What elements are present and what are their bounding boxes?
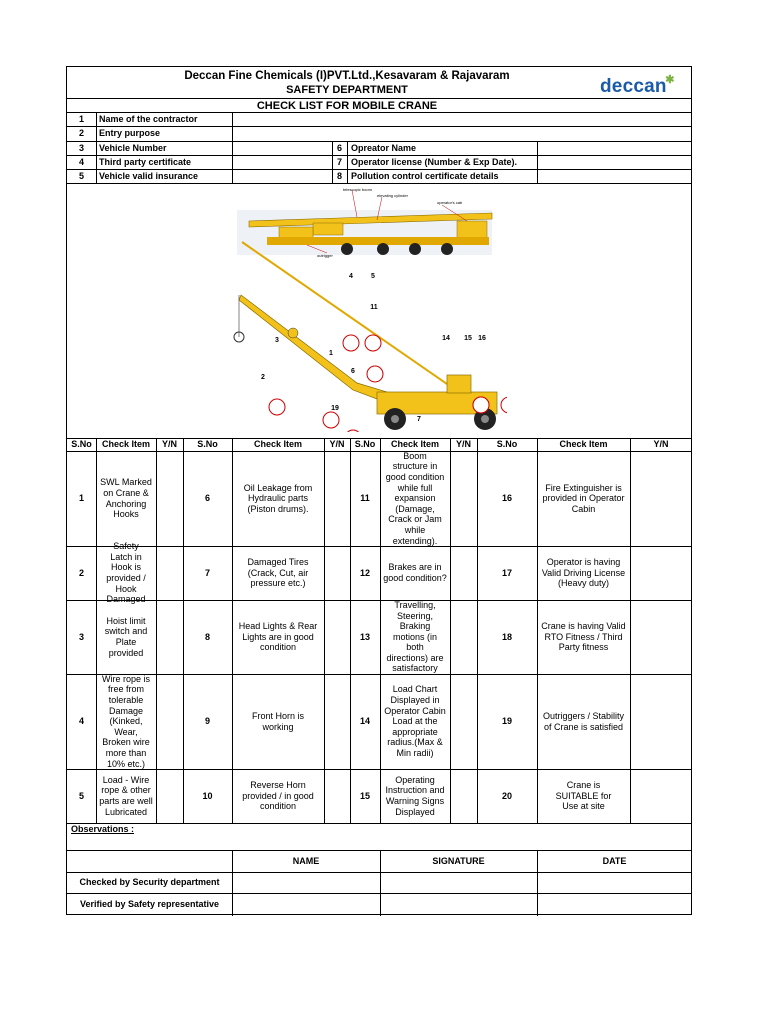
- row1-item-c: Boom structure in good condition while full expansion (Damage, Crack or Jam while extending).: [385, 450, 445, 546]
- department-name: SAFETY DEPARTMENT: [286, 84, 408, 96]
- row2-yn-a[interactable]: [156, 546, 183, 600]
- row1-yn-a[interactable]: [156, 451, 183, 546]
- row5-item-c: Operating Instruction and Warning Signs Displayed: [385, 774, 445, 817]
- checklist-sheet: [66, 66, 692, 915]
- label-operators-cab: operator's cab: [437, 200, 463, 205]
- logo-star-icon: ✱: [665, 74, 675, 86]
- signoff-header-name: NAME: [292, 855, 320, 866]
- row4-no-b: 9: [204, 716, 210, 727]
- row3-yn-b[interactable]: [324, 600, 350, 674]
- marker-19: 19: [331, 405, 339, 412]
- form-title: CHECK LIST FOR MOBILE CRANE: [256, 100, 438, 112]
- row1-yn-b[interactable]: [324, 451, 350, 546]
- row5-yn-c[interactable]: [450, 769, 477, 823]
- signoff-row-safety: Verified by Safety representative: [79, 898, 220, 909]
- signoff-header-date: DATE: [602, 855, 627, 866]
- th-item-4: Check Item: [559, 439, 608, 450]
- row2-item-a: Safety Latch in Hook is provided / Hook Damaged: [106, 541, 146, 605]
- row4-no-d: 19: [501, 716, 512, 727]
- row4-item-c: Load Chart Displayed in Operator Cabin Load at the appropriate radius.(Max & Min radii): [384, 684, 446, 758]
- info-no-6: 6: [336, 143, 342, 153]
- company-name: Deccan Fine Chemicals (I)PVT.Ltd.,Kesavaram & Rajavaram: [184, 70, 510, 82]
- row3-no-a: 3: [78, 631, 84, 642]
- row1-no-d: 16: [501, 493, 512, 504]
- marker-14: 14: [442, 335, 450, 342]
- row4-yn-d[interactable]: [630, 674, 692, 769]
- label-outrigger: outrigger: [317, 253, 333, 258]
- row1-yn-c[interactable]: [450, 451, 477, 546]
- info-no-2: 2: [78, 128, 84, 138]
- row3-item-c: Travelling, Steering, Braking motions (in both directions) are satisfactory: [386, 599, 444, 674]
- logo-text: deccan: [600, 76, 667, 97]
- row1-yn-d[interactable]: [630, 451, 692, 546]
- row1-no-c: 11: [360, 493, 370, 504]
- row1-item-b: Oil Leakage from Hydraulic parts (Piston drums).: [243, 482, 313, 514]
- row2-no-d: 17: [501, 567, 512, 578]
- info-label-pollution: Pollution control certificate details: [351, 171, 499, 181]
- marker-5: 5: [371, 273, 375, 280]
- marker-2: 2: [261, 374, 265, 381]
- info-label-operator-license: Operator license (Number & Exp Date).: [351, 157, 518, 167]
- row3-item-a: Hoist limit switch and Plate provided: [104, 615, 148, 658]
- marker-1: 1: [329, 350, 333, 357]
- th-sno-1: S.No: [71, 439, 92, 450]
- safety-name-field[interactable]: [232, 893, 380, 915]
- row5-item-a: Load - Wire rope & other parts are well Lubricated: [99, 774, 153, 817]
- row1-item-a: SWL Marked on Crane & Anchoring Hooks: [100, 477, 152, 520]
- label-telescopic-boom: telescopic boom: [343, 187, 372, 192]
- row3-item-d: Crane is having Valid RTO Fitness / Third Party fitness: [541, 621, 626, 653]
- row4-item-b: Front Horn is working: [251, 710, 304, 732]
- row4-yn-a[interactable]: [156, 674, 183, 769]
- row4-no-c: 14: [359, 716, 370, 727]
- signoff-header-signature: SIGNATURE: [432, 855, 485, 866]
- info-no-8: 8: [336, 171, 342, 181]
- th-yn-4: Y/N: [653, 439, 669, 450]
- row1-no-b: 6: [204, 493, 210, 504]
- info-no-4: 4: [78, 157, 84, 167]
- security-signature-field[interactable]: [380, 872, 537, 893]
- marker-7: 7: [417, 416, 421, 423]
- th-sno-4: S.No: [496, 439, 518, 450]
- row3-yn-d[interactable]: [630, 600, 692, 674]
- th-yn-3: Y/N: [455, 439, 471, 450]
- row5-no-c: 15: [359, 790, 370, 801]
- marker-3: 3: [275, 337, 279, 344]
- marker-16: 16: [478, 335, 486, 342]
- row2-no-c: 12: [359, 567, 370, 578]
- row1-item-d: Fire Extinguisher is provided in Operator Cabin: [542, 482, 625, 514]
- row4-no-a: 4: [78, 716, 84, 727]
- info-no-5: 5: [78, 171, 84, 181]
- row4-yn-b[interactable]: [324, 674, 350, 769]
- info-no-1: 1: [78, 114, 84, 124]
- row2-item-c: Brakes are in good condition?: [383, 562, 447, 583]
- row5-yn-a[interactable]: [156, 769, 183, 823]
- row5-item-d: Crane is SUITABLE for Use at site: [555, 780, 612, 812]
- info-label-entry-purpose: Entry purpose: [99, 128, 161, 138]
- row2-no-b: 7: [204, 567, 210, 578]
- safety-date-field[interactable]: [537, 893, 692, 915]
- info-no-3: 3: [78, 143, 84, 153]
- info-label-vehicle-number: Vehicle Number: [99, 143, 167, 153]
- row3-yn-c[interactable]: [450, 600, 477, 674]
- row3-yn-a[interactable]: [156, 600, 183, 674]
- row2-item-d: Operator is having Valid Driving License (Heavy duty): [541, 557, 626, 589]
- row3-item-b: Head Lights & Rear Lights are in good condition: [238, 621, 318, 653]
- row2-yn-d[interactable]: [630, 546, 692, 600]
- row4-yn-c[interactable]: [450, 674, 477, 769]
- observations-field[interactable]: [67, 835, 691, 849]
- row4-item-a: Wire rope is free from tolerable Damage (Kinked, Wear, Broken wire more than 10% etc.): [101, 673, 150, 769]
- row3-no-c: 13: [359, 631, 370, 642]
- row5-no-a: 5: [78, 790, 84, 801]
- observations-label: Observations :: [71, 824, 135, 834]
- th-item-3: Check Item: [390, 439, 440, 450]
- row5-no-d: 20: [501, 790, 512, 801]
- info-label-operator-name: Opreator Name: [351, 143, 417, 153]
- th-sno-2: S.No: [197, 439, 218, 450]
- row2-yn-c[interactable]: [450, 546, 477, 600]
- row5-no-b: 10: [202, 790, 213, 801]
- row5-item-b: Reverse Horn provided / in good condition: [242, 780, 314, 812]
- info-label-third-party: Third party certificate: [99, 157, 192, 167]
- security-name-field[interactable]: [232, 872, 380, 893]
- th-item-2: Check Item: [253, 439, 303, 450]
- row5-yn-d[interactable]: [630, 769, 692, 823]
- info-label-contractor: Name of the contractor: [99, 114, 198, 124]
- truck-crane-illustration: [237, 187, 492, 258]
- security-date-field[interactable]: [537, 872, 692, 893]
- row1-no-a: 1: [78, 493, 84, 504]
- info-label-insurance: Vehicle valid insurance: [99, 171, 199, 181]
- signoff-row-security: Checked by Security department: [79, 877, 220, 888]
- safety-signature-field[interactable]: [380, 893, 537, 915]
- row2-yn-b[interactable]: [324, 546, 350, 600]
- info-no-7: 7: [336, 157, 342, 167]
- th-yn-2: Y/N: [329, 439, 345, 450]
- th-item-1: Check Item: [101, 439, 151, 450]
- th-yn-1: Y/N: [161, 439, 177, 450]
- row3-no-b: 8: [204, 631, 210, 642]
- marker-11: 11: [370, 304, 378, 311]
- row2-item-b: Damaged Tires (Crack, Cut, air pressure etc.): [247, 557, 309, 589]
- row3-no-d: 18: [501, 631, 512, 642]
- deccan-logo: [600, 74, 675, 98]
- marker-6: 6: [351, 368, 355, 375]
- label-elevating-cylinder: elevating cylinder: [377, 193, 408, 198]
- row5-yn-b[interactable]: [324, 769, 350, 823]
- row2-no-a: 2: [78, 567, 84, 578]
- row4-item-d: Outriggers / Stability of Crane is satisfied: [542, 710, 625, 732]
- th-sno-3: S.No: [354, 439, 376, 450]
- marker-15: 15: [464, 335, 472, 342]
- marker-4: 4: [349, 273, 353, 280]
